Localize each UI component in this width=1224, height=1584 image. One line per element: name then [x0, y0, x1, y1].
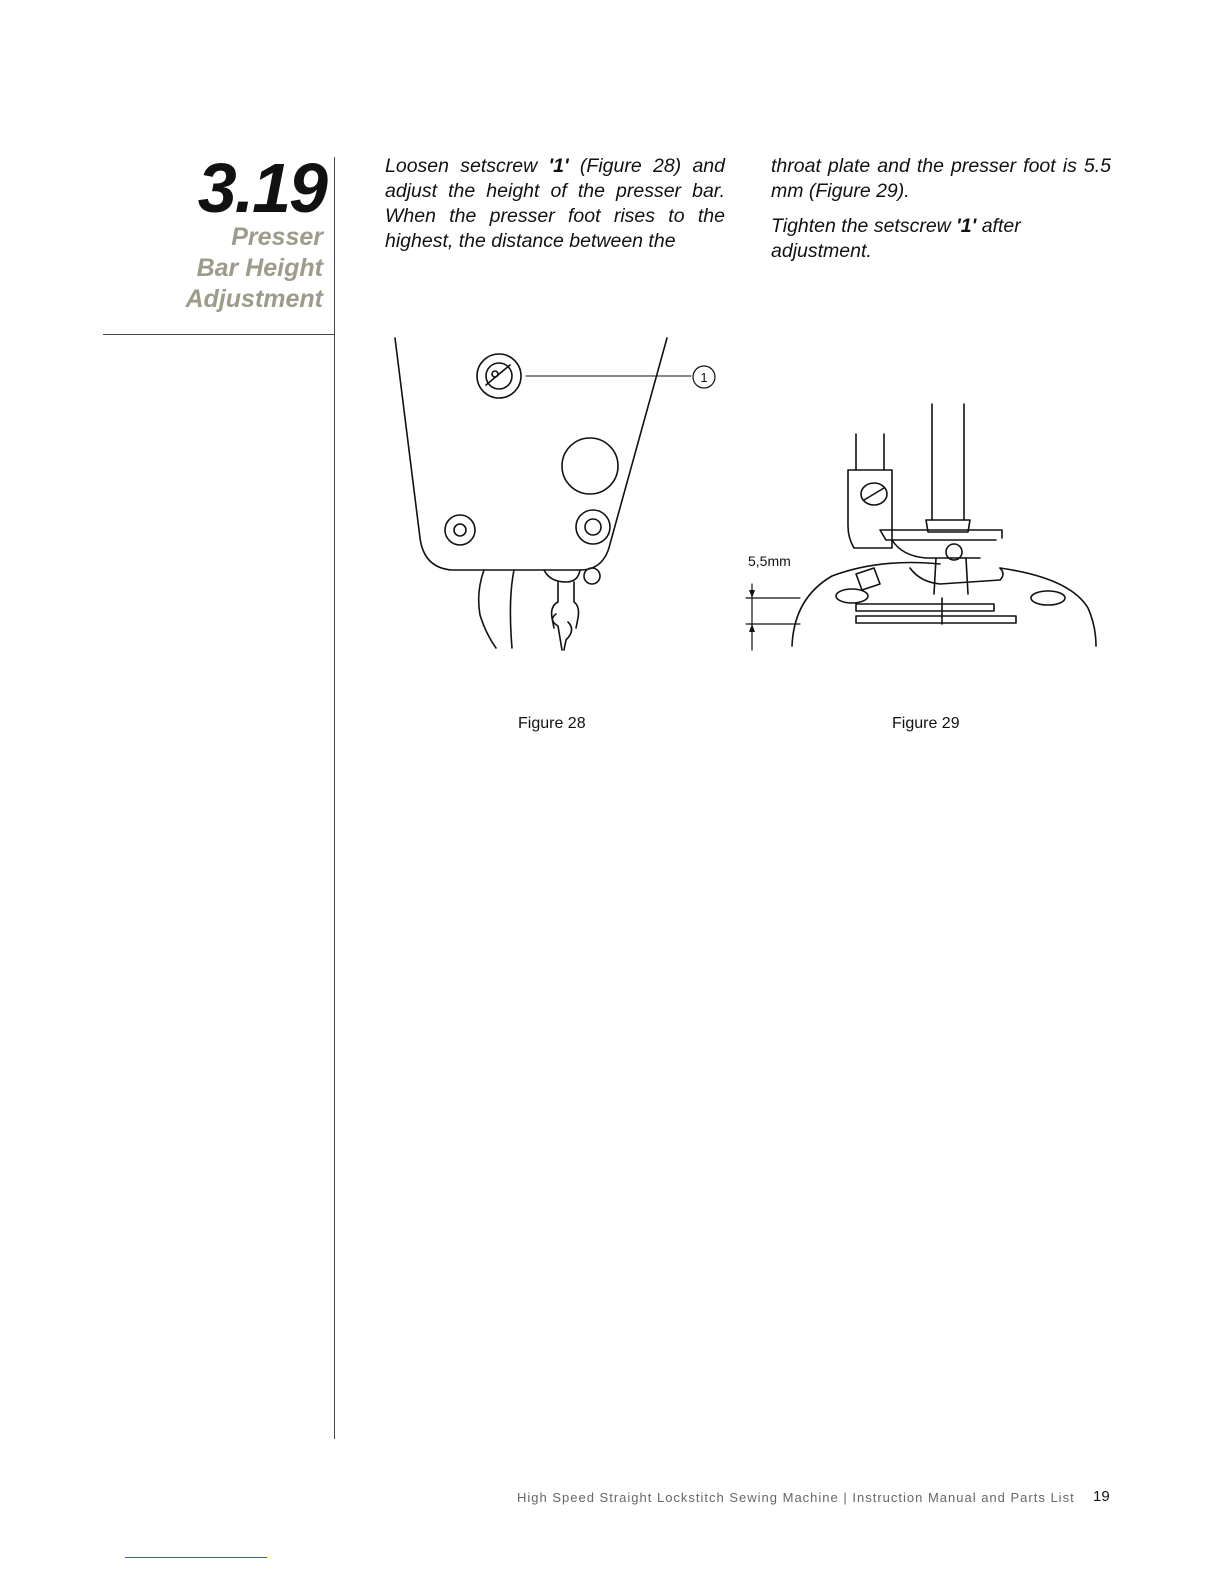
bed-hole-right	[1031, 591, 1065, 605]
body-right-column	[771, 154, 1111, 264]
cable-left	[479, 570, 496, 648]
instruction-paragraph-1: Loosen setscrew '1' (Figure 28) and adjust the height of the presser bar. When the presser foot rises to the highest, the distance between the	[385, 155, 725, 252]
throat-plate-slot	[856, 616, 1016, 623]
bed-right-curve	[1000, 568, 1096, 646]
presser-foot-holder	[848, 470, 892, 548]
vertical-divider	[334, 157, 335, 1439]
small-screw-right	[576, 510, 610, 544]
section-title-line: Bar Height	[196, 254, 323, 282]
horizontal-divider	[103, 334, 335, 335]
section-title	[83, 222, 323, 315]
page-number: 19	[1093, 1488, 1110, 1505]
instruction-paragraph-2: throat plate and the presser foot is 5.5 mm (Figure 29).	[771, 155, 1111, 202]
footer-title: High Speed Straight Lockstitch Sewing Machine | Instruction Manual and Parts List	[517, 1490, 1075, 1505]
bottom-rule	[125, 1557, 267, 1558]
dimension-label: 5,5mm	[748, 553, 791, 569]
setscrew-center	[492, 371, 498, 377]
instruction-paragraph-3: Tighten the setscrew '1' after adjustment.	[771, 215, 1021, 262]
small-screw-left	[445, 515, 475, 545]
section-title-line: Presser	[231, 223, 323, 251]
machine-head-outline	[395, 338, 667, 570]
figure-29-caption: Figure 29	[892, 715, 960, 732]
figure-29-illustration	[740, 398, 1110, 660]
body-left-column	[385, 154, 725, 254]
section-number: 3.19	[197, 149, 326, 227]
bed-hole-left	[836, 589, 868, 603]
figure-28-caption: Figure 28	[518, 715, 586, 732]
section-title-line: Adjustment	[185, 285, 323, 313]
thread-guide	[584, 568, 600, 584]
large-hole	[562, 438, 618, 494]
figure-28-illustration	[380, 330, 720, 660]
callout-label: 1	[700, 370, 708, 385]
setscrew-outer	[477, 354, 521, 398]
feed-dog	[856, 604, 994, 611]
